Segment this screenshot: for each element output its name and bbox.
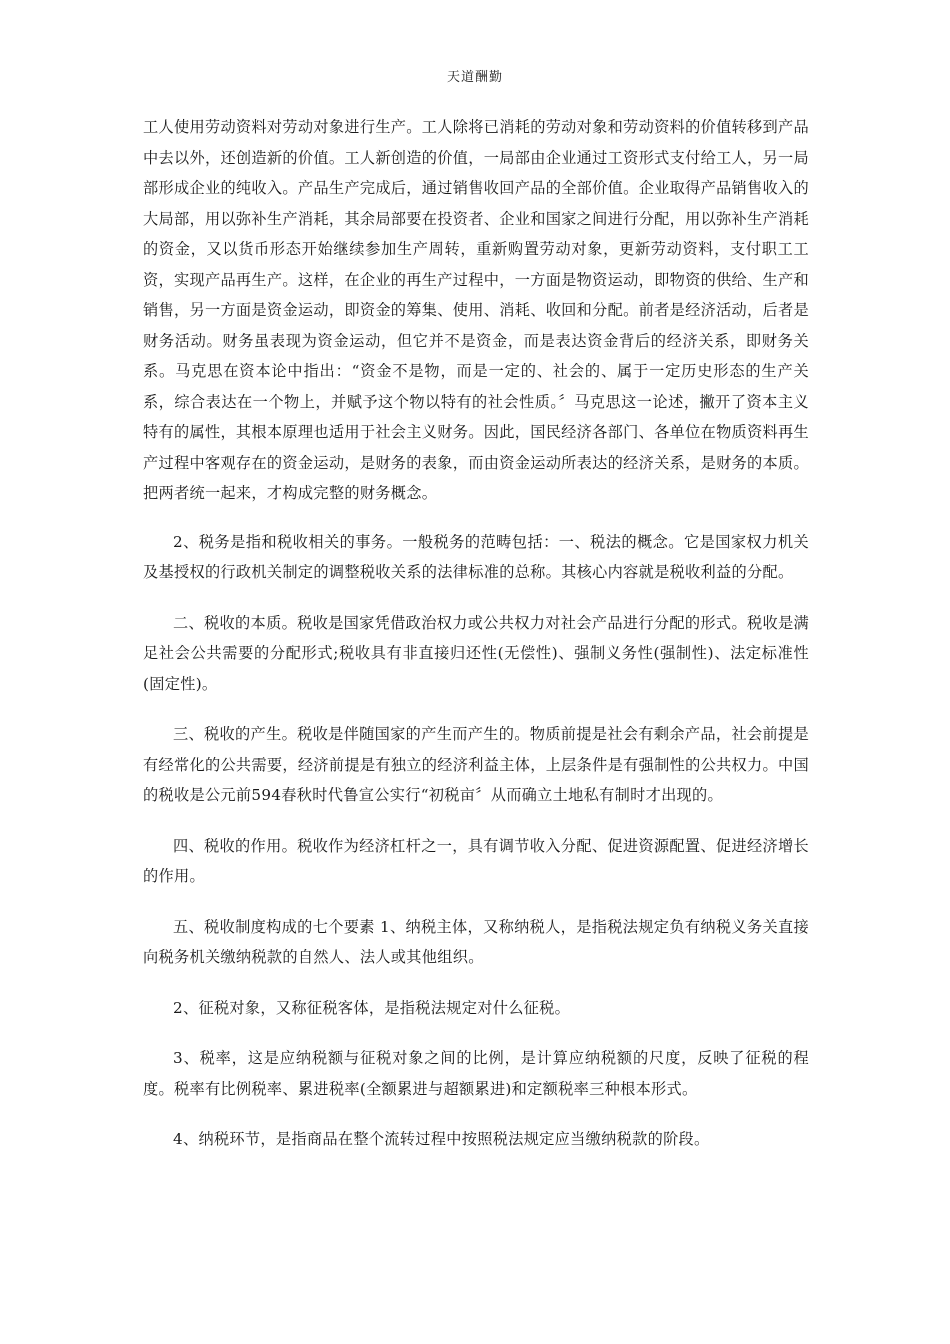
paragraph-tax-object: 2、征税对象，又称征税客体，是指税法规定对什么征税。 — [173, 998, 571, 1017]
paragraph-tax-rate: 3、税率，这是应纳税额与征税对象之间的比例，是计算应纳税额的尺度，反映了征税的程度。税率有比例税率、累进税率(全额累进与超额累进)和定额税率三种根本形式。 — [143, 1049, 809, 1098]
paragraph-tax-affairs: 2、税务是指和税收相关的事务。一般税务的范畴包括：一、税法的概念。它是国家权力机关及基授权的行政机关制定的调整税收关系的法律标准的总称。其核心内容就是税收利益的分配。 — [143, 532, 809, 581]
paragraph-tax-origin: 三、税收的产生。税收是伴随国家的产生而产生的。物质前提是社会有剩余产品，社会前提是有经常化的公共需要，经济前提是有独立的经济利益主体，上层条件是有强制性的公共权力。中国的税收是公元前594春秋时代鲁宣公实行“初税亩〞从而确立土地私有制时才出现的。 — [143, 725, 809, 804]
paragraph-tax-function: 四、税收的作用。税收作为经济杠杆之一，具有调节收入分配、促进资源配置、促进经济增长的作用。 — [143, 836, 809, 885]
paragraph-tax-nature: 二、税收的本质。税收是国家凭借政治权力或公共权力对社会产品进行分配的形式。税收是满足社会公共需要的分配形式;税收具有非直接归还性(无偿性)、强制义务性(强制性)、法定标准性(固定性)。 — [143, 613, 809, 693]
paragraph-tax-elements: 五、税收制度构成的七个要素 1、纳税主体，又称纳税人，是指税法规定负有纳税义务关直接向税务机关缴纳税款的自然人、法人或其他组织。 — [143, 917, 809, 966]
paragraph-tax-stage: 4、纳税环节，是指商品在整个流转过程中按照税法规定应当缴纳税款的阶段。 — [173, 1130, 710, 1148]
document-body — [143, 112, 809, 1175]
paragraph-finance-concept: 工人使用劳动资料对劳动对象进行生产。工人除将已消耗的劳动对象和劳动资料的价值转移到产品中去以外，还创造新的价值。工人新创造的价值，一局部由企业通过工资形式支付给工人，另一局部形成企业的纯收入。产品生产完成后，通过销售收回产品的全部价值。企业取得产品销售收入的大局部，用以弥补生产消耗，其余局部要在投资者、企业和国家之间进行分配，用以弥补生产消耗的资金，又以货币形态开始继续参加生产周转，重新购置劳动对象，更新劳动资料，支付职工工资，实现产品再生产。这样，在企业的再生产过程中，一方面是物资运动，即物资的供给、生产和销售，另一方面是资金运动，即资金的筹集、使用、消耗、收回和分配。前者是经济活动，后者是财务活动。财务虽表现为资金运动，但它并不是资金，而是表达资金背后的经济关系，即财务关系。马克思在资本论中指出：“资金不是物，而是一定的、社会的、属于一定历史形态的生产关系，综合表达在一个物上，并赋予这个物以特有的社会性质。〞马克思这一论述，撇开了资本主义特有的属性，其根本原理也适用于社会主义财务。因此，国民经济各部门、各单位在物质资料再生产过程中客观存在的资金运动，是财务的表象，而由资金运动所表达的经济关系，是财务的本质。把两者统一起来，才构成完整的财务概念。 — [143, 118, 809, 502]
page-header: 天道酬勤 — [446, 70, 503, 85]
